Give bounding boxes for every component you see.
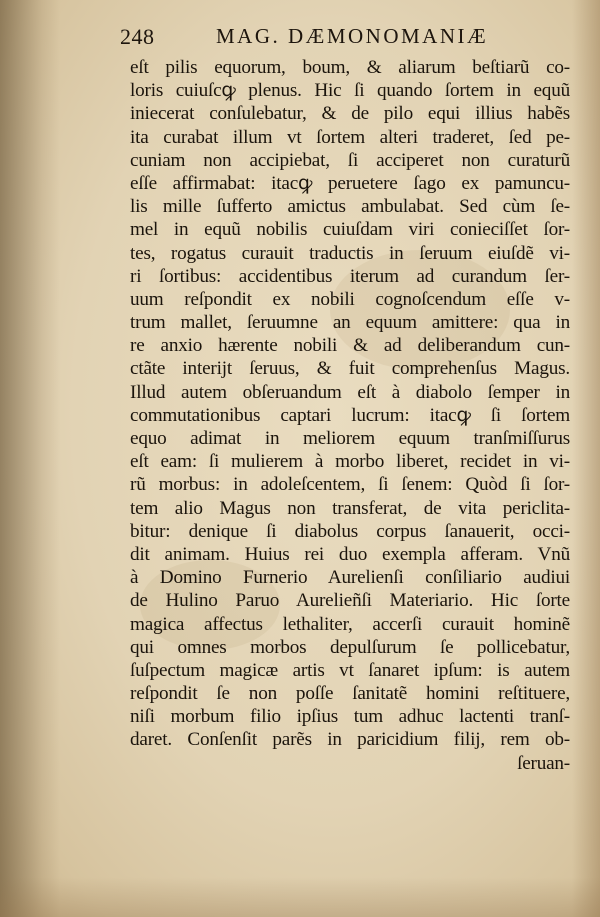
text-line: à Domino Furnerio Aurelienſi conſiliario audiui	[130, 567, 570, 589]
text-line: de Hulino Paruo Aurelieñſi Materiario. Hic ſorte	[130, 590, 570, 612]
page-number: 248	[120, 24, 155, 49]
text-line: Illud autem obſeruandum eſt à diabolo ſemper in	[130, 381, 570, 403]
text-line: ſuſpectum magicæ artis vt ſanaret ipſum: is autem	[130, 659, 570, 681]
running-head	[120, 20, 560, 54]
text-line: commutationibus captari lucrum: itacꝙ ſi ſortem	[130, 404, 570, 426]
text-line: eſt eam: ſi mulierem à morbo liberet, recidet in vi-	[130, 451, 570, 473]
text-line: bitur: denique ſi diabolus corpus ſanauerit, occi-	[130, 520, 570, 542]
text-line: tes, rogatus curauit traductis in ſeruum eiuſdẽ vi-	[130, 242, 570, 264]
text-line: loris cuiuſcꝙ plenus. Hic ſi quando ſortem in equũ	[130, 80, 570, 102]
page-bottom-shading	[0, 877, 600, 917]
catchword-line: ſeruan-	[517, 752, 570, 774]
text-line: re anxio hærente nobili & ad deliberandum cun-	[130, 335, 570, 357]
text-line: daret. Conſenſit parẽs in paricidium filij, rem ob-	[130, 729, 570, 751]
text-line: trum mallet, ſeruumne an equum amittere: qua in	[130, 312, 570, 334]
text-line: cuniam non accipiebat, ſi acciperet non curaturũ	[130, 149, 570, 171]
text-line: eſſe affirmabat: itacꝙ peruetere ſago ex pamuncu-	[130, 172, 570, 194]
text-line: eſt pilis equorum, boum, & aliarum beſtiarũ co-	[130, 57, 570, 78]
text-line: ri ſortibus: accidentibus iterum ad curandum ſer-	[130, 265, 570, 287]
text-line: qui omnes morbos depulſurum ſe pollicebatur,	[130, 636, 570, 658]
page-edge-shading	[572, 0, 600, 917]
text-line: reſpondit ſe non poſſe ſanitatẽ homini reſtituere,	[130, 683, 570, 705]
text-line: magica affectus lethaliter, accerſi curauit hominẽ	[130, 613, 570, 635]
text-line: niſi morbum filio ipſius tum adhuc lactenti tranſ-	[130, 706, 570, 728]
text-line: dit animam. Huius rei duo exempla afferam. Vnũ	[130, 543, 570, 565]
running-title: MAG. DÆMONOMANIÆ	[216, 24, 489, 48]
text-line: lis mille ſufferto amictus ambulabat. Sed cùm ſe-	[130, 196, 570, 218]
text-line: tem alio Magus non transferat, de vita periclita-	[130, 497, 570, 519]
body-text	[130, 56, 570, 775]
text-line: ctãte interijt ſeruus, & fuit comprehenſus Magus.	[130, 358, 570, 380]
text-line: equo adimat in meliorem equum tranſmiſſurus	[130, 428, 570, 449]
gutter-shadow	[0, 0, 60, 917]
text-line: iniecerat conſulebatur, & de pilo equi illius habẽs	[130, 103, 570, 125]
text-line: uum reſpondit ex nobili cognoſcendum eſſe v-	[130, 288, 570, 310]
text-line: mel in equũ nobilis cuiuſdam viri conieciſſet ſor-	[130, 219, 570, 241]
text-line: ita curabat illum vt ſortem alteri traderet, ſed pe-	[130, 126, 570, 148]
text-line: rũ morbus: in adoleſcentem, ſi ſenem: Quòd ſi ſor-	[130, 474, 570, 496]
